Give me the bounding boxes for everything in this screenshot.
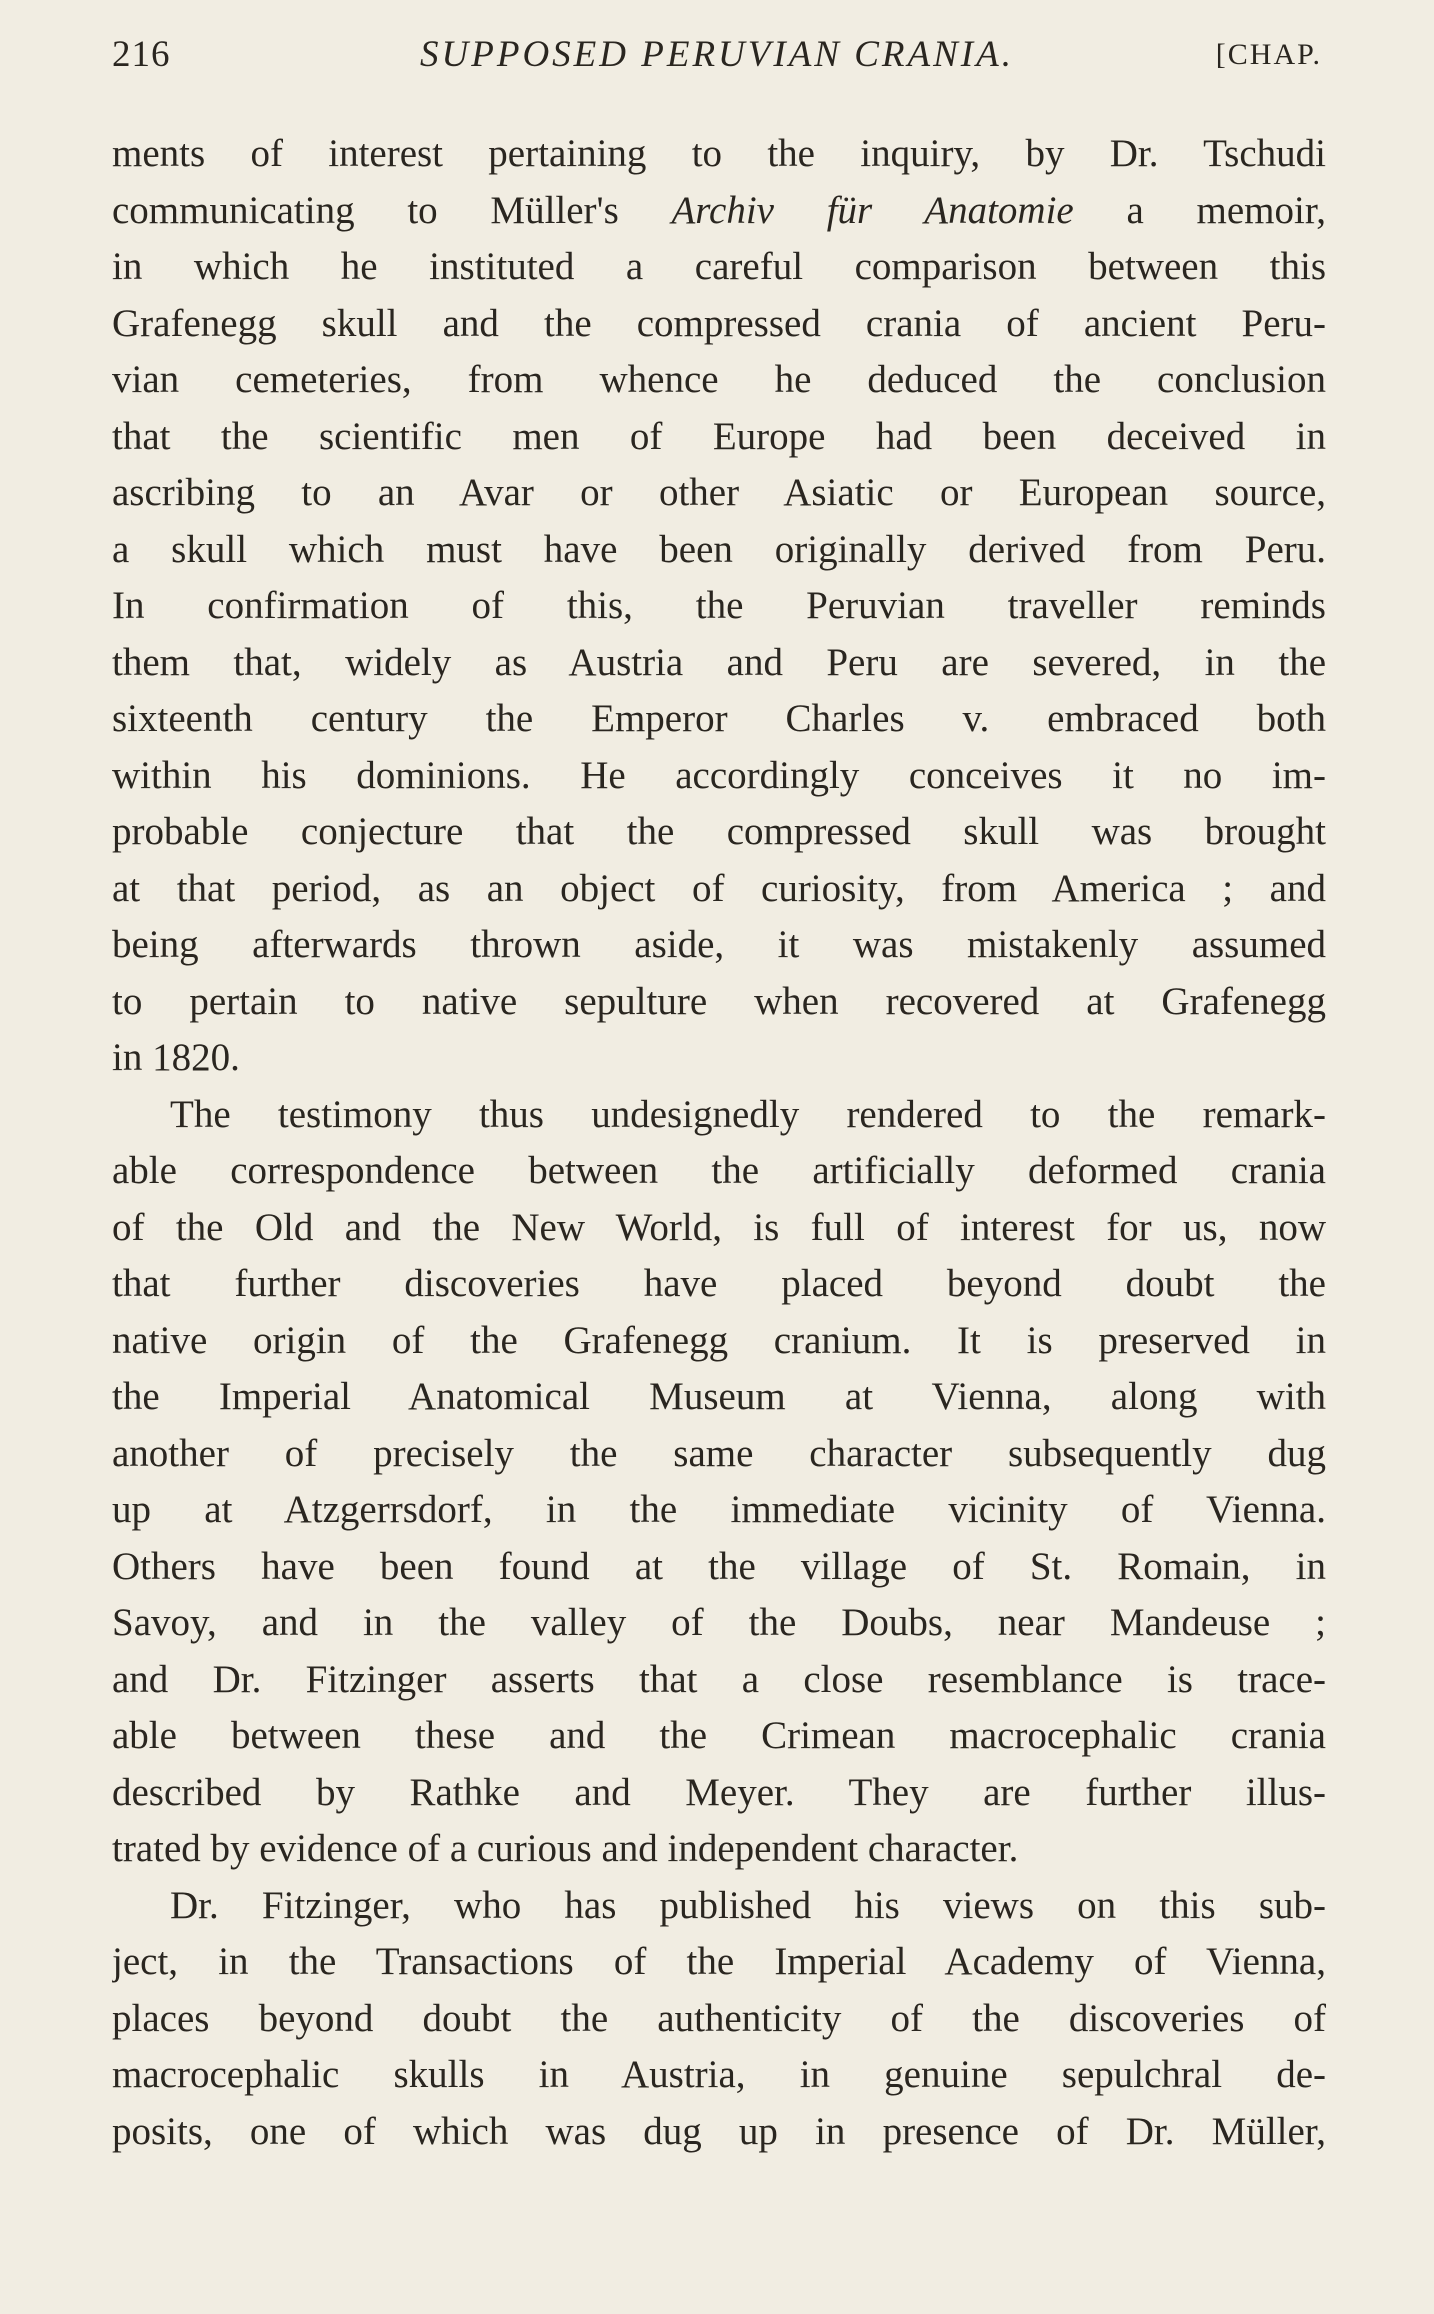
text-line: ject, in the Transactions of the Imperial Academy of Vienna, [112, 1940, 1326, 1983]
text-line [112, 183, 1326, 240]
text-line: places beyond doubt the authenticity of the discoveries of [112, 1996, 1326, 2040]
text-line: sixteenth century the Emperor Charles v. embraced both [112, 697, 1326, 740]
text-line: of the Old and the New World, is full of interest for us, now [112, 1205, 1326, 1249]
text-line: that the scientific men of Europe had been deceived in [112, 414, 1326, 458]
page-body [112, 126, 1326, 2160]
text-line: Dr. Fitzinger, who has published his views on this sub- [170, 1883, 1326, 1927]
text-fragment: a memoir, [1126, 188, 1326, 232]
text-line: described by Rathke and Meyer. They are further illus- [112, 1770, 1326, 1814]
running-title: SUPPOSED PERUVIAN CRANIA. [420, 34, 1014, 75]
text-line: able between these and the Crimean macrocephalic crania [112, 1714, 1326, 1757]
text-line: trated by evidence of a curious and independent character. [112, 1827, 1019, 1870]
text-line: able correspondence between the artificially deformed crania [112, 1149, 1326, 1192]
text-line: a skull which must have been originally derived from Peru. [112, 527, 1326, 571]
text-line: vian cemeteries, from whence he deduced the conclusion [112, 358, 1326, 401]
text-line: them that, widely as Austria and Peru are severed, in the [112, 640, 1326, 684]
text-line: Savoy, and in the valley of the Doubs, near Mandeuse ; [112, 1601, 1326, 1644]
text-line: ascribing to an Avar or other Asiatic or European source, [112, 471, 1326, 514]
text-line: within his dominions. He accordingly conceives it no im- [112, 753, 1326, 797]
text-line: Others have been found at the village of St. Romain, in [112, 1544, 1326, 1588]
text-line: to pertain to native sepulture when recovered at Grafenegg [112, 979, 1326, 1023]
text-line: native origin of the Grafenegg cranium. It is preserved in [112, 1318, 1326, 1362]
text-line: another of precisely the same character subsequently dug [112, 1431, 1326, 1475]
text-line: Grafenegg skull and the compressed crania of ancient Peru- [112, 301, 1326, 345]
text-line: that further discoveries have placed beyond doubt the [112, 1262, 1326, 1305]
text-line: in 1820. [112, 1036, 240, 1079]
journal-title: Archiv für Anatomie [671, 188, 1074, 232]
page-number: 216 [112, 34, 171, 75]
text-line: probable conjecture that the compressed skull was brought [112, 810, 1326, 853]
text-line: the Imperial Anatomical Museum at Vienna, along with [112, 1375, 1326, 1418]
text-line: in which he instituted a careful comparison between this [112, 245, 1326, 288]
text-fragment: communicating to Müller's [112, 188, 619, 232]
text-line: ments of interest pertaining to the inquiry, by Dr. Tschudi [112, 132, 1326, 175]
text-line: posits, one of which was dug up in presence of Dr. Müller, [112, 2109, 1326, 2153]
text-line: and Dr. Fitzinger asserts that a close resemblance is trace- [112, 1657, 1326, 1701]
running-header [112, 30, 1322, 80]
text-line: at that period, as an object of curiosity, from America ; and [112, 866, 1326, 910]
text-line: In confirmation of this, the Peruvian traveller reminds [112, 584, 1326, 627]
text-line: The testimony thus undesignedly rendered to the remark- [170, 1092, 1326, 1136]
text-line: being afterwards thrown aside, it was mistakenly assumed [112, 923, 1326, 966]
chapter-marker: [CHAP. [1215, 38, 1322, 71]
text-line: macrocephalic skulls in Austria, in genuine sepulchral de- [112, 2053, 1326, 2096]
text-line: up at Atzgerrsdorf, in the immediate vicinity of Vienna. [112, 1488, 1326, 1531]
